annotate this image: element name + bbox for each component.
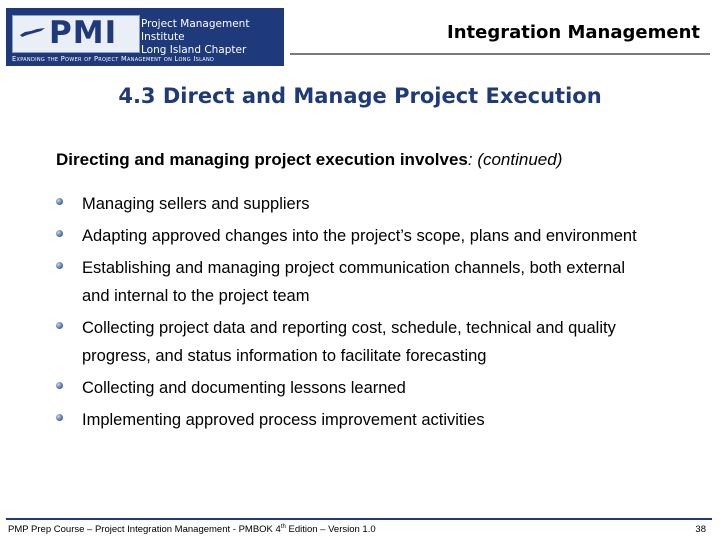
pmi-chapter-logo bbox=[6, 8, 284, 66]
bullet-item bbox=[56, 222, 656, 250]
pmi-logo-mark bbox=[12, 15, 140, 53]
footer-superscript: th bbox=[280, 524, 286, 530]
section-title: Integration Management bbox=[447, 22, 700, 43]
bullet-text: Managing sellers and suppliers bbox=[82, 195, 310, 213]
bullet-item bbox=[56, 254, 656, 310]
footer-edition: Edition – Version 1.0 bbox=[285, 524, 376, 536]
bullet-item bbox=[56, 374, 656, 402]
bullet-icon bbox=[56, 322, 63, 329]
bullet-list bbox=[56, 190, 656, 434]
bullet-text: Collecting project data and reporting cost, schedule, technical and quality progress, and status information to facilitate forecasting bbox=[82, 319, 616, 365]
intro-text bbox=[56, 150, 562, 170]
bullet-text: Implementing approved process improvement activities bbox=[82, 411, 485, 429]
page-number: 38 bbox=[695, 524, 706, 535]
bullet-text: Establishing and managing project communication channels, both external and internal to the project team bbox=[82, 259, 625, 305]
bullet-icon bbox=[56, 262, 63, 269]
logo-org-name bbox=[141, 18, 280, 57]
slide-title: 4.3 Direct and Manage Project Execution bbox=[118, 84, 602, 108]
bullet-item bbox=[56, 314, 656, 370]
bullet-text: Collecting and documenting lessons learned bbox=[82, 379, 406, 397]
intro-lead: Directing and managing project execution involves bbox=[56, 150, 468, 169]
footer-text bbox=[8, 524, 376, 535]
footer-divider bbox=[6, 518, 712, 520]
bullet-text: Adapting approved changes into the project’s scope, plans and environment bbox=[82, 227, 637, 245]
bullet-icon bbox=[56, 414, 63, 421]
logo-org-line1: Project Management Institute bbox=[141, 18, 250, 43]
logo-tagline: Expanding the Power of Project Management on Long Island bbox=[12, 55, 215, 63]
bullet-item bbox=[56, 190, 656, 218]
header-divider bbox=[290, 53, 710, 55]
intro-continued: : (continued) bbox=[467, 150, 563, 169]
long-island-icon bbox=[19, 26, 47, 40]
pmi-logo-text: PMI bbox=[49, 15, 118, 51]
bullet-icon bbox=[56, 198, 63, 205]
bullet-icon bbox=[56, 230, 63, 237]
footer-course: PMP Prep Course – Project Integration Management - PMBOK 4 bbox=[8, 524, 281, 536]
logo-org-line2: Long Island Chapter bbox=[141, 44, 247, 56]
bullet-item bbox=[56, 406, 656, 434]
bullet-icon bbox=[56, 382, 63, 389]
